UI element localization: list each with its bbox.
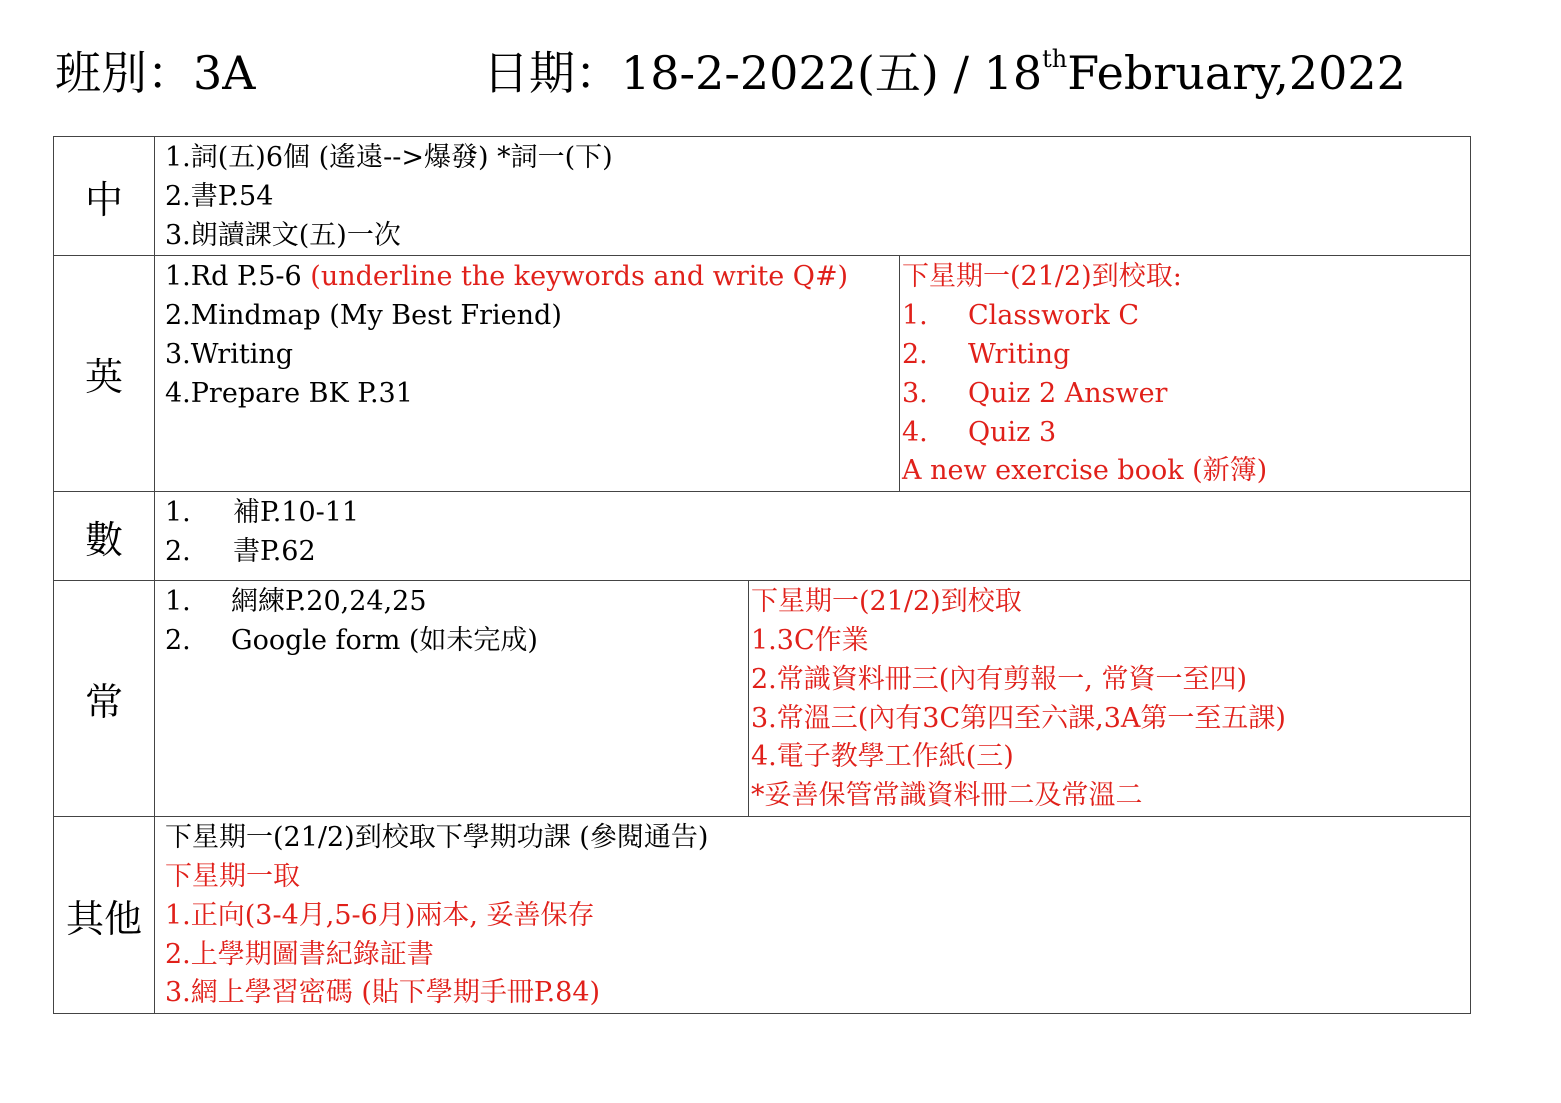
- item-text: Quiz 2 Answer: [968, 377, 1168, 409]
- english-line-3: 3.Writing: [165, 338, 293, 370]
- item-text: Google form (如未完成): [231, 624, 538, 656]
- english-line-1: [165, 258, 899, 297]
- english-line-1-main: 1.Rd P.5-6: [165, 261, 311, 293]
- english-line-1-note: (underline the keywords and write Q#): [310, 261, 849, 293]
- row-others: [54, 817, 1471, 1014]
- general-notice-line: 2.常識資料冊三(內有剪報一, 常資一至四): [751, 663, 1247, 695]
- row-general-studies: [54, 581, 1471, 817]
- english-line-2: 2.Mindmap (My Best Friend): [165, 300, 562, 332]
- date-superscript: th: [1042, 45, 1068, 73]
- chinese-line-3: 3.朗讀課文(五)一次: [165, 219, 401, 251]
- english-collect-item: [902, 414, 1470, 453]
- item-text: 網練P.20,24,25: [231, 586, 427, 618]
- subject-chinese: 中: [54, 137, 155, 256]
- others-line-black: 下星期一(21/2)到校取下學期功課 (參閱通告): [165, 822, 709, 854]
- others-red-line: 下星期一取: [165, 860, 300, 892]
- general-notice-line: 3.常溫三(內有3C第四至六課,3A第一至五課): [751, 702, 1286, 734]
- general-collect-notice: [749, 581, 1471, 817]
- homework-table: [53, 136, 1471, 1014]
- chinese-line-1: 1.詞(五)6個 (遙遠-->爆發) *詞一(下): [165, 142, 613, 173]
- item-text: Quiz 3: [968, 416, 1057, 448]
- math-item: [165, 533, 1470, 572]
- item-number: 3.: [902, 377, 928, 409]
- english-collect-title: 下星期一(21/2)到校取:: [902, 261, 1182, 293]
- class-label: 班別：3A: [55, 46, 256, 100]
- others-red-line: 1.正向(3-4月,5-6月)兩本, 妥善保存: [165, 899, 595, 931]
- item-number: 2.: [902, 338, 928, 370]
- date-prefix: 日期：18-2-2022(五) / 18: [483, 46, 1043, 100]
- item-number: 1.: [165, 497, 191, 529]
- item-number: 2.: [165, 624, 191, 656]
- math-item: [165, 494, 1470, 533]
- english-collect-notice: [900, 256, 1471, 492]
- row-english: [54, 256, 1471, 492]
- english-line-4: 4.Prepare BK P.31: [165, 377, 413, 409]
- general-notice-line: *妥善保管常識資料冊二及常溫二: [751, 780, 1143, 812]
- item-number: 2.: [165, 535, 191, 567]
- general-notice-line: 4.電子教學工作紙(三): [751, 741, 1014, 773]
- others-content: [155, 817, 1471, 1014]
- row-math: [54, 492, 1471, 581]
- english-collect-item: [902, 336, 1470, 375]
- others-red-line: 3.網上學習密碼 (貼下學期手冊P.84): [165, 977, 601, 1009]
- subject-math: 數: [54, 492, 155, 581]
- english-collect-item: [902, 297, 1470, 336]
- item-text: 補P.10-11: [233, 497, 360, 529]
- item-number: 1.: [165, 586, 191, 618]
- subject-english: 英: [54, 256, 155, 492]
- general-item: [165, 583, 748, 622]
- general-notice-line: 下星期一(21/2)到校取: [751, 586, 1022, 618]
- math-content: [155, 492, 1471, 581]
- item-number: 1.: [902, 300, 928, 332]
- row-chinese: [54, 137, 1471, 256]
- english-collect-item: [902, 375, 1470, 414]
- general-item: [165, 622, 748, 661]
- general-notice-line: 1.3C作業: [751, 624, 869, 656]
- subject-others: 其他: [54, 817, 155, 1014]
- item-text: Classwork C: [968, 300, 1139, 332]
- others-red-line: 2.上學期圖書紀錄証書: [165, 938, 434, 970]
- item-text: 書P.62: [233, 535, 316, 567]
- page-header: [55, 38, 1475, 108]
- item-text: Writing: [968, 338, 1071, 370]
- chinese-line-2: 2.書P.54: [165, 180, 274, 212]
- english-collect-footer: A new exercise book (新簿): [902, 455, 1268, 487]
- subject-general-studies: 常: [54, 581, 155, 817]
- date-label: [483, 38, 1406, 108]
- item-number: 4.: [902, 416, 928, 448]
- general-content: [155, 581, 749, 817]
- date-suffix: February,2022: [1067, 46, 1406, 100]
- chinese-content: [155, 137, 1471, 256]
- english-content: [155, 256, 900, 492]
